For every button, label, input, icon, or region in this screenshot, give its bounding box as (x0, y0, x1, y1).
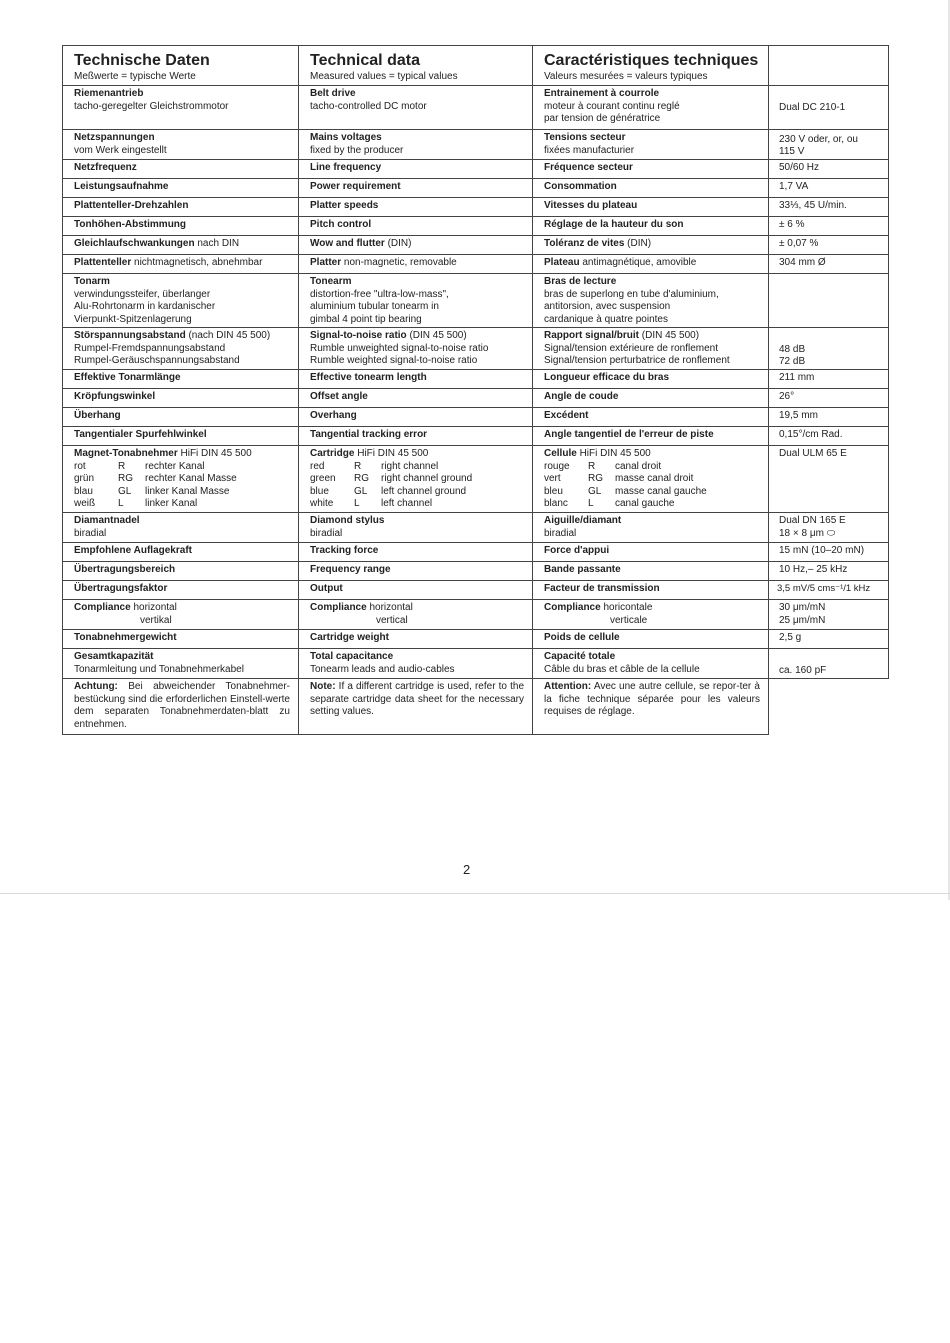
cell-de: Übertragungsfaktor (63, 581, 299, 600)
cell-fr: Facteur de transmission (533, 581, 769, 600)
wiring-line: rot R rechter Kanal (74, 460, 205, 472)
cell-value: ± 0,07 % (769, 236, 889, 255)
cell-value: 10 Hz,– 25 kHz (769, 562, 889, 581)
cell-value: 15 mN (10–20 mN) (769, 543, 889, 562)
cell-de: Magnet-Tonabnehmer HiFi DIN 45 500 rot R rechter Kanal grün RG rechter Kanal Masse blau GL linker Kanal Masse weiß L linker Kanal (63, 446, 299, 513)
cell-en: Platter non-magnetic, removable (299, 255, 533, 274)
cell-en: Offset angle (299, 389, 533, 408)
spec-table (62, 45, 889, 735)
cell-fr: Longueur efficace du bras (533, 370, 769, 389)
cell-en: Platter speeds (299, 198, 533, 217)
cell-de: Achtung: Bei abweichender Tonabnehmer-bestückung sind die erforderlichen Einstell-werte dem separaten Tonabnehmerdaten-blatt zu entnehmen. (63, 679, 299, 735)
spec-row (63, 217, 889, 236)
cell-fr: Plateau antimagnétique, amovible (533, 255, 769, 274)
scan-fold-line (0, 893, 950, 894)
cell-value: 3,5 mV/5 cms⁻¹/1 kHz (769, 581, 889, 600)
spec-row (63, 562, 889, 581)
cell-en: Cartridge weight (299, 630, 533, 649)
cell-value: 211 mm (769, 370, 889, 389)
cell-fr: Bras de lecture bras de superlong en tube d'aluminium, antitorsion, avec suspension cardanique à quatre pointes (533, 274, 769, 328)
cell-en: Cartridge HiFi DIN 45 500 red R right channel green RG right channel ground blue GL left channel ground white L left channel (299, 446, 533, 513)
spec-row (63, 236, 889, 255)
spec-row (63, 274, 889, 328)
cell-en: Note: If a different cartridge is used, refer to the separate cartridge data sheet for the necessary setting values. (299, 679, 533, 735)
cell-en: Total capacitance Tonearm leads and audio-cables (299, 649, 533, 679)
cell-en: Belt drive tacho-controlled DC motor (299, 86, 533, 130)
cell-de: Plattenteller-Drehzahlen (63, 198, 299, 217)
cell-fr: Fréquence secteur (533, 160, 769, 179)
cell-fr: Cellule HiFi DIN 45 500 rouge R canal droit vert RG masse canal droit bleu GL masse canal gauche blanc L canal gauche (533, 446, 769, 513)
cell-fr: Aiguille/diamant biradial (533, 513, 769, 543)
cell-de: Netzfrequenz (63, 160, 299, 179)
cell-en: Pitch control (299, 217, 533, 236)
cell-de: Kröpfungswinkel (63, 389, 299, 408)
cell-de: Tonarm verwindungssteifer, überlanger Alu-Rohrtonarm in kardanischer Vierpunkt-Spitzenlagerung (63, 274, 299, 328)
cell-en: Power requirement (299, 179, 533, 198)
cell-de: Effektive Tonarmlänge (63, 370, 299, 389)
cell-de: Tangentialer Spurfehlwinkel (63, 427, 299, 446)
cell-fr: Réglage de la hauteur du son (533, 217, 769, 236)
cell-en: Mains voltages fixed by the producer (299, 130, 533, 160)
cell-de: Plattenteller nichtmagnetisch, abnehmbar (63, 255, 299, 274)
cell-de: Überhang (63, 408, 299, 427)
spec-row (63, 513, 889, 543)
spec-row (63, 328, 889, 370)
header-value (769, 46, 889, 86)
spec-row (63, 600, 889, 630)
spec-row (63, 543, 889, 562)
cell-value: Dual ULM 65 E (769, 446, 889, 513)
wiring-line: rouge R canal droit (544, 460, 662, 472)
cell-fr: Angle tangentiel de l'erreur de piste (533, 427, 769, 446)
cell-value: ± 6 % (769, 217, 889, 236)
wiring-line: red R right channel (310, 460, 439, 472)
cell-en: Output (299, 581, 533, 600)
cell-fr: Poids de cellule (533, 630, 769, 649)
cell-de: Gesamtkapazität Tonarmleitung und Tonabnehmerkabel (63, 649, 299, 679)
cell-de: Tonhöhen-Abstimmung (63, 217, 299, 236)
cell-value: 19,5 mm (769, 408, 889, 427)
spec-row (63, 581, 889, 600)
cell-en: Diamond stylus biradial (299, 513, 533, 543)
cell-value (769, 274, 889, 328)
cell-value: 48 dB 72 dB (769, 328, 889, 370)
wiring-line: green RG right channel ground (310, 473, 473, 485)
spec-row (63, 198, 889, 217)
spec-row (63, 389, 889, 408)
cell-value: Dual DN 165 E 18 × 8 μm ⬭ (769, 513, 889, 543)
page-number: 2 (463, 862, 471, 877)
cell-de: Störspannungsabstand (nach DIN 45 500) Rumpel-Fremdspannungsabstand Rumpel-Geräuschspannungsabstand (63, 328, 299, 370)
cell-value: 50/60 Hz (769, 160, 889, 179)
cell-de: Netzspannungen vom Werk eingestellt (63, 130, 299, 160)
wiring-line: blanc L canal gauche (544, 498, 675, 510)
cell-value: 26° (769, 389, 889, 408)
header-fr: Caractéristiques techniques Valeurs mesurées = valeurs typiques (533, 46, 769, 86)
cell-fr: Compliance horicontale verticale (533, 600, 769, 630)
cell-fr: Force d'appui (533, 543, 769, 562)
spec-row (63, 179, 889, 198)
wiring-line: blue GL left channel ground (310, 485, 467, 497)
cell-fr: Vitesses du plateau (533, 198, 769, 217)
cell-en: Compliance horizontal vertical (299, 600, 533, 630)
cell-en: Tracking force (299, 543, 533, 562)
cell-value: 0,15°/cm Rad. (769, 427, 889, 446)
cell-value: ca. 160 pF (769, 649, 889, 679)
cell-de: Empfohlene Auflagekraft (63, 543, 299, 562)
cell-de: Leistungsaufnahme (63, 179, 299, 198)
wiring-line: white L left channel (310, 498, 433, 510)
cell-fr: Tensions secteur fixées manufacturier (533, 130, 769, 160)
cell-en: Signal-to-noise ratio (DIN 45 500) Rumble unweighted signal-to-noise ratio Rumble weighted signal-to-noise ratio (299, 328, 533, 370)
cell-value: 33⅓, 45 U/min. (769, 198, 889, 217)
cell-de: Übertragungsbereich (63, 562, 299, 581)
cell-en: Line frequency (299, 160, 533, 179)
cell-de: Diamantnadel biradial (63, 513, 299, 543)
cell-en: Tangential tracking error (299, 427, 533, 446)
spec-row (63, 255, 889, 274)
cell-de: Tonabnehmergewicht (63, 630, 299, 649)
cell-value (769, 679, 889, 735)
wiring-line: vert RG masse canal droit (544, 473, 694, 485)
wiring-line: grün RG rechter Kanal Masse (74, 473, 237, 485)
cell-fr: Consommation (533, 179, 769, 198)
header-en: Technical data Measured values = typical values (299, 46, 533, 86)
cell-fr: Entrainement à courrole moteur à courant continu reglé par tension de génératrice (533, 86, 769, 130)
spec-row (63, 370, 889, 389)
cell-value: 30 μm/mN 25 μm/mN (769, 600, 889, 630)
spec-row (63, 649, 889, 679)
cell-de: Riemenantrieb tacho-geregelter Gleichstrommotor (63, 86, 299, 130)
spec-row-note (63, 679, 889, 735)
spec-header-row (63, 46, 889, 86)
cell-en: Tonearm distortion-free "ultra-low-mass", aluminium tubular tonearm in gimbal 4 point tip bearing (299, 274, 533, 328)
cell-de: Compliance horizontal vertikal (63, 600, 299, 630)
cell-fr: Bande passante (533, 562, 769, 581)
cell-fr: Attention: Avec une autre cellule, se repor-ter à la fiche technique séparée pour les valeurs requises de réglage. (533, 679, 769, 735)
spec-row (63, 446, 889, 513)
cell-en: Overhang (299, 408, 533, 427)
header-de: Technische Daten Meßwerte = typische Werte (63, 46, 299, 86)
cell-de: Gleichlaufschwankungen nach DIN (63, 236, 299, 255)
cell-fr: Toléranz de vites (DIN) (533, 236, 769, 255)
cell-en: Effective tonearm length (299, 370, 533, 389)
spec-row (63, 630, 889, 649)
cell-fr: Capacité totale Câble du bras et câble de la cellule (533, 649, 769, 679)
cell-en: Wow and flutter (DIN) (299, 236, 533, 255)
cell-value: 1,7 VA (769, 179, 889, 198)
wiring-line: bleu GL masse canal gauche (544, 485, 707, 497)
cell-fr: Angle de coude (533, 389, 769, 408)
cell-value: 304 mm Ø (769, 255, 889, 274)
cell-value: 2,5 g (769, 630, 889, 649)
spec-row (63, 160, 889, 179)
cell-value: 230 V oder, or, ou 115 V (769, 130, 889, 160)
wiring-line: blau GL linker Kanal Masse (74, 485, 230, 497)
wiring-line: weiß L linker Kanal (74, 498, 198, 510)
cell-en: Frequency range (299, 562, 533, 581)
spec-row (63, 427, 889, 446)
spec-row (63, 86, 889, 130)
cell-value: Dual DC 210-1 (769, 86, 889, 130)
cell-fr: Excédent (533, 408, 769, 427)
spec-row (63, 130, 889, 160)
spec-row (63, 408, 889, 427)
cell-fr: Rapport signal/bruit (DIN 45 500) Signal/tension extérieure de ronflement Signal/tension perturbatrice de ronflement (533, 328, 769, 370)
